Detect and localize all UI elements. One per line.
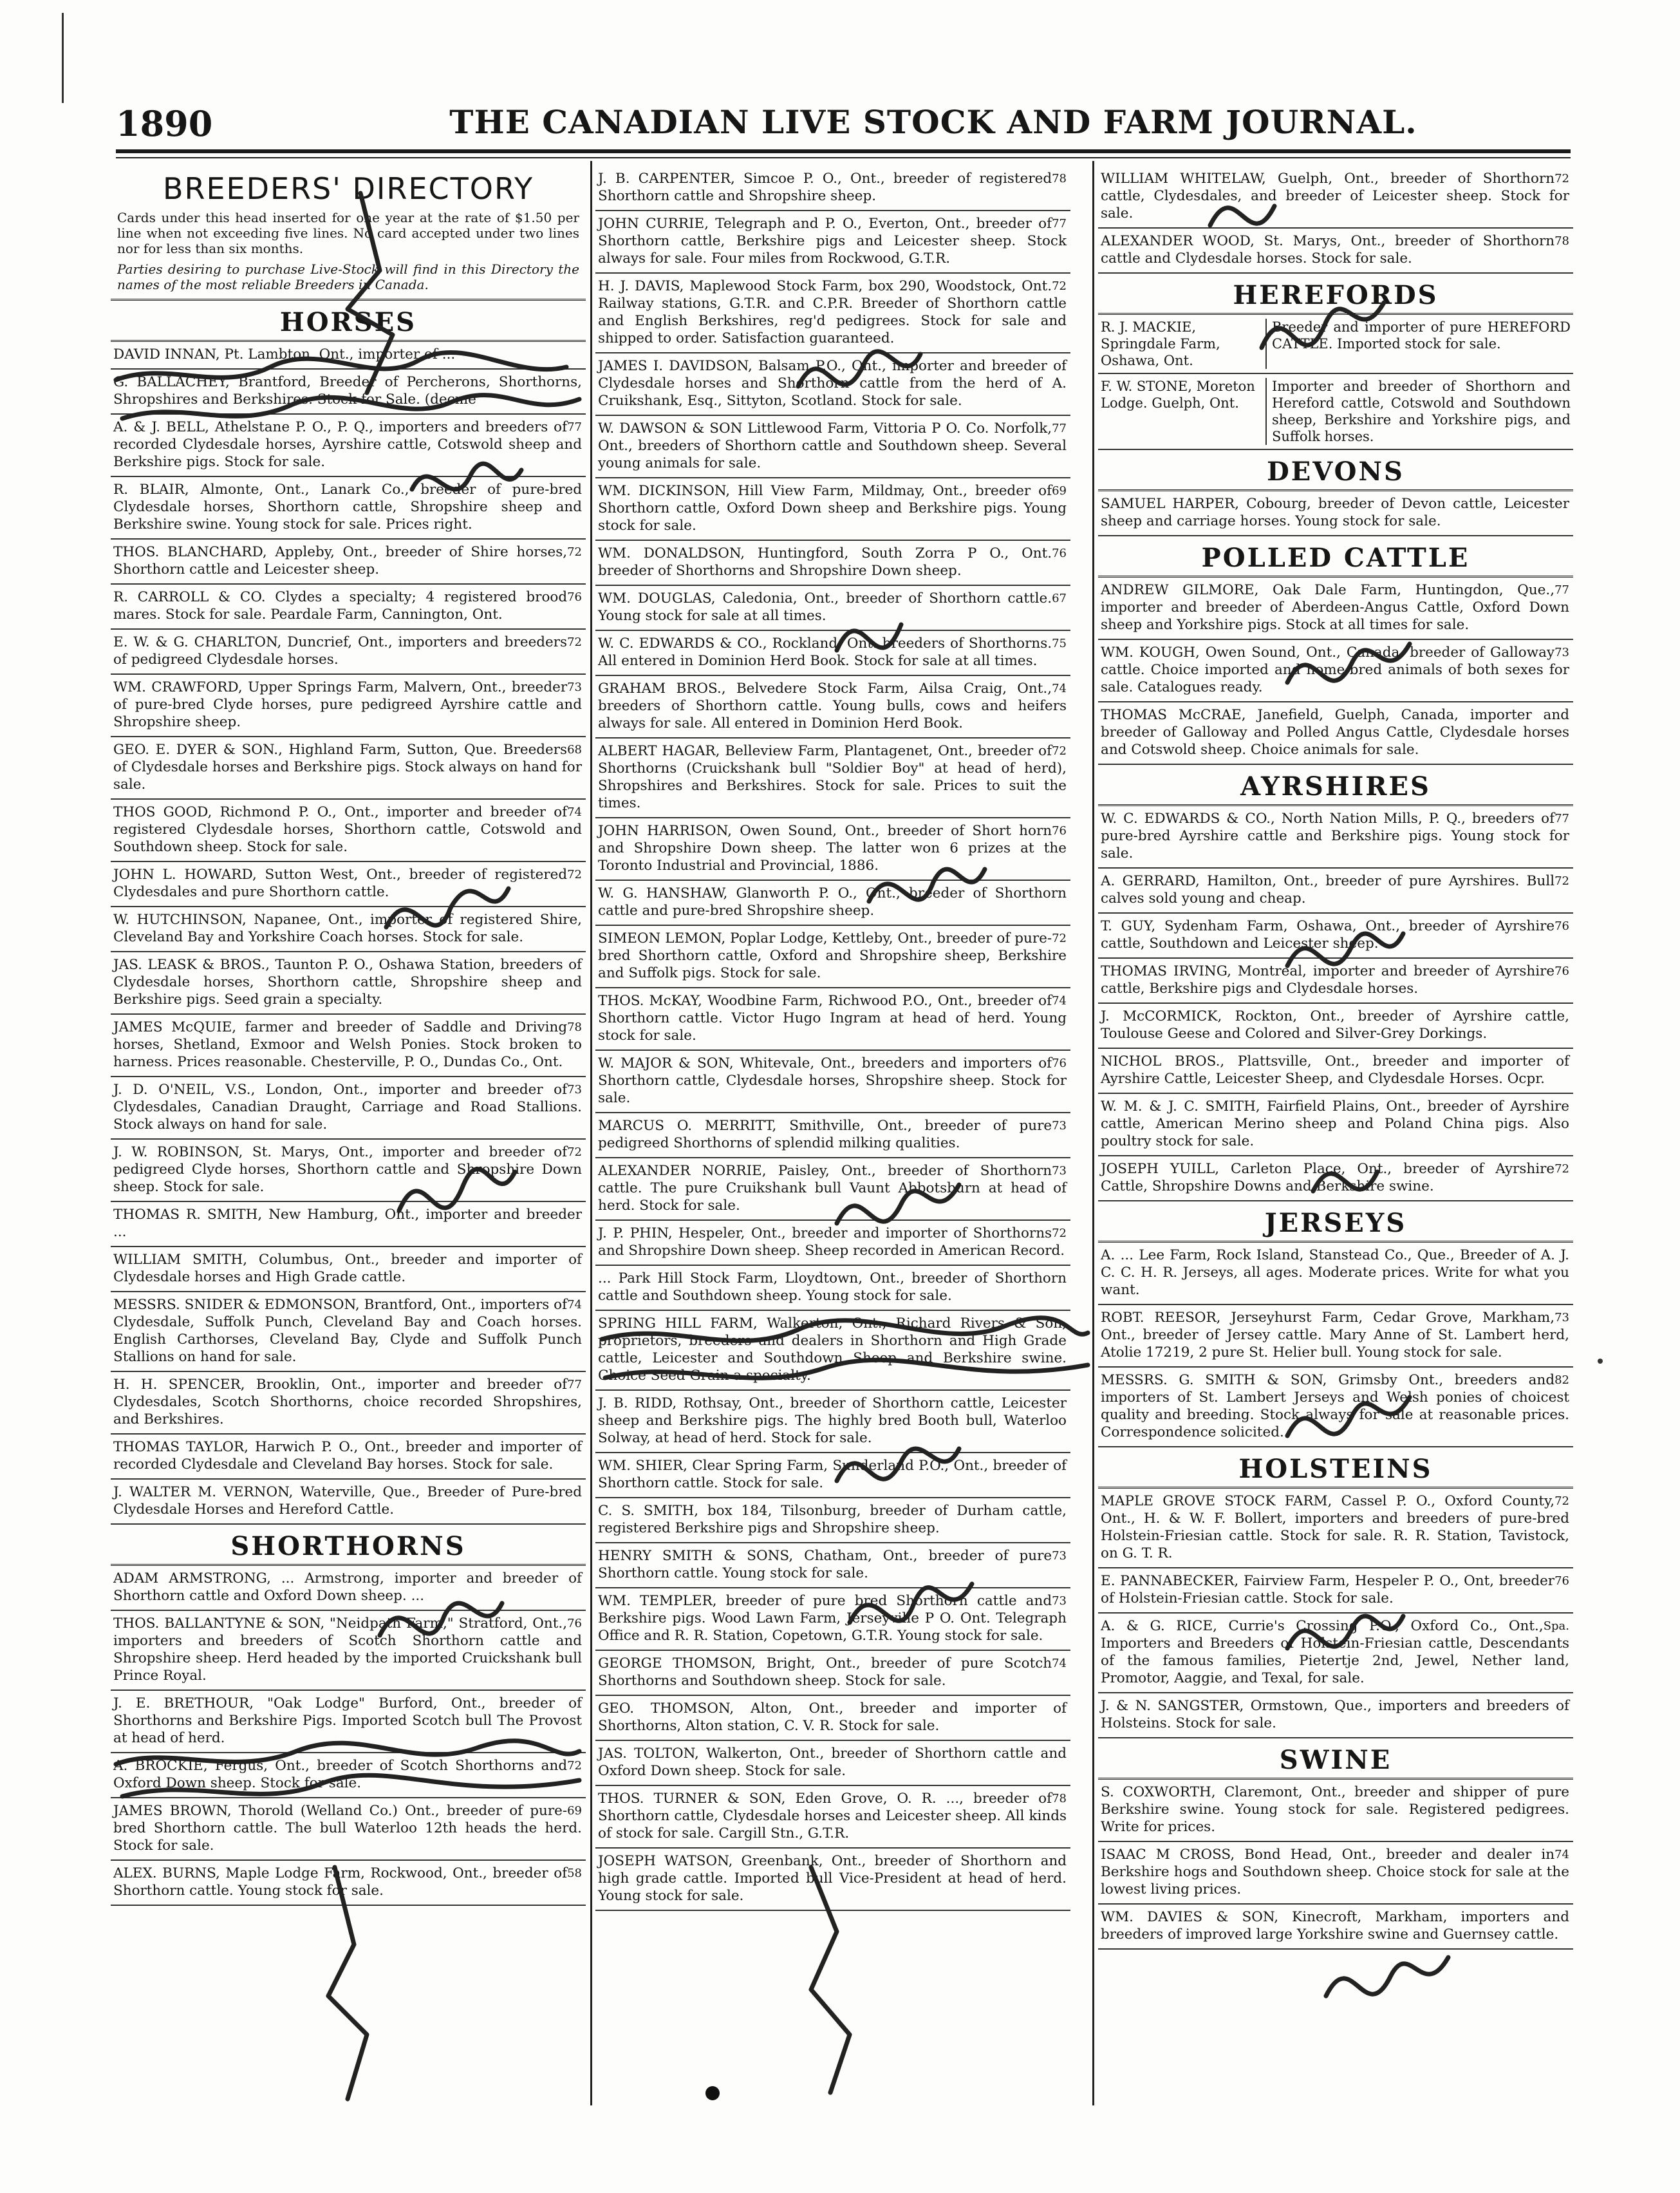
issue-number: 76 [1052,1057,1067,1070]
card-text: MAPLE GROVE STOCK FARM, Cassel P. O., Oxford County, Ont., H. & W. F. Bollert, importers and breeders of pure-bred Holstein-Friesian cattle. Stock for sale. R. R. Station, Tavistock, on G. T. R. [1101,1493,1569,1561]
card-text: GRAHAM BROS., Belvedere Stock Farm, Ailsa Craig, Ont., breeders of Shorthorn cattle. Young bulls, cows and heifers always for sale. All entered in Dominion Herd Book. [598,681,1067,731]
card-text: W. M. & J. C. SMITH, Fairfield Plains, Ont., breeder of Ayrshire cattle, American Merino sheep and Poland China pigs. Also poultry stock for sale. [1101,1098,1569,1149]
issue-number: 72 [567,545,582,559]
directory-card [1098,1693,1573,1738]
card-text: DAVID INNAN, Pt. Lambton, Ont., importer of ... [113,346,456,362]
directory-card [595,631,1070,676]
column-1 [111,166,586,2104]
card-text: C. S. SMITH, box 184, Tilsonburg, breeder of Durham cattle, registered Berkshire pigs and Shropshire sheep. [598,1503,1067,1536]
card-text: ISAAC M CROSS, Bond Head, Ont., breeder and dealer in Berkshire hogs and Southdown sheep. Choice stock for sale at the lowest living prices. [1101,1847,1569,1897]
card-text: JOSEPH WATSON, Greenbank, Ont., breeder of Shorthorn and high grade cattle. Imported bull Vice-President at head of herd. Young stock for sale. [598,1853,1067,1904]
issue-number: 72 [1554,1162,1569,1176]
card-text: A. BROCKIE, Fergus, Ont., breeder of Scotch Shorthorns and Oxford Down sheep. Stock for sale. [113,1758,568,1791]
card-text: JAMES I. DAVIDSON, Balsam P.O., Ont., importer and breeder of Clydesdale horses and Shorthorn cattle from the herd of A. Cruikshank, Esq., Sittyton, Scotland. Stock for sale. [598,358,1067,409]
card-text: JOSEPH YUILL, Carleton Place, Ont., breeder of Ayrshire Cattle, Shropshire Downs and Berkshire swine. [1101,1161,1555,1194]
card-text: MESSRS. SNIDER & EDMONSON, Brantford, Ont., importers of Clydesdale, Suffolk Punch, Cleveland Bay and Coach horses. English Carthorses, Cleveland Bay, Clyde and Suffolk Punch Stallions on hand for sale. [113,1297,582,1365]
issue-number: 69 [1052,484,1067,498]
column-3 [1098,166,1573,2104]
directory-card [595,1498,1070,1543]
card-text: THOS. BALLANTYNE & SON, "Neidpath Farm," Stratford, Ont., importers and breeders of Scotch Shorthorn cattle and Shropshire sheep. Herd headed by the imported Cruickshank bull Prince Royal. [113,1615,582,1684]
column-3-entries [1098,166,1573,1950]
issue-number: 58 [567,1867,582,1880]
directory-card [111,1798,586,1861]
card-text: S. COXWORTH, Claremont, Ont., breeder and shipper of pure Berkshire swine. Young stock for sale. Registered pedigrees. Write for prices. [1101,1784,1569,1835]
directory-card [1098,166,1573,229]
card-text: WM. DAVIES & SON, Kinecroft, Markham, importers and breeders of improved large Yorkshire swine and Guernsey cattle. [1101,1909,1569,1943]
issue-number: 72 [1554,874,1569,888]
issue-number: 74 [1052,1657,1067,1670]
card-text: A. & G. RICE, Currie's Crossing P.O., Oxford Co., Ont., Importers and Breeders of Holstein-Friesian cattle, Descendants of the famous families, Pietertje 2nd, Jewel, Nether land, Promotor, Aaggie, and Texal, for sale. [1101,1618,1569,1686]
issue-number: 77 [1052,217,1067,231]
card-text: J. E. BRETHOUR, "Oak Lodge" Burford, Ont., breeder of Shorthorns and Berkshire Pigs. Imported Scotch bull The Provost at head of herd. [113,1695,582,1746]
issue-number: 68 [567,743,582,757]
directory-card [595,166,1070,211]
card-text: MARCUS O. MERRITT, Smithville, Ont., breeder of pure pedigreed Shorthorns of splendid milking qualities. [598,1118,1052,1151]
ink-blot [705,2086,720,2100]
directory-card [1098,229,1573,274]
directory-card [111,1435,586,1480]
directory-card [595,988,1070,1051]
card-text: SPRING HILL FARM, Walkerton, Ont., Richard Rivers & Son, proprietors, breeders and dealers in Shorthorn and High Grade cattle, Leicester and Southdown Sheep and Berkshire swine. Choice Seed Grain a specialty. [598,1315,1067,1384]
directory-card [1098,1094,1573,1156]
card-text: JOHN L. HOWARD, Sutton West, Ont., breeder of registered Clydesdales and pure Shorthorn cattle. [113,867,568,900]
card-text: ROBT. REESOR, Jerseyhurst Farm, Cedar Grove, Markham, Ont., breeder of Jersey cattle. Mary Anne of St. Lambert herd, Atolie 17219, 2 pure St. Helier bull. Young stock for sale. [1101,1310,1569,1360]
issue-number: 73 [1052,1119,1067,1133]
issue-number: 72 [1052,932,1067,945]
issue-number: 73 [567,681,582,694]
directory-card [111,737,586,800]
card-text: NICHOL BROS., Plattsville, Ont., breeder and importer of Ayrshire Cattle, Leicester Sheep, and Clydesdale Horses. Ocpr. [1101,1053,1569,1087]
column-2-entries [595,166,1070,1911]
issue-number: 74 [567,1298,582,1312]
issue-number: 73 [1052,1164,1067,1178]
directory-card [111,370,586,415]
directory-card [111,1140,586,1202]
directory-card [111,630,586,675]
directory-card [1098,1004,1573,1049]
directory-card [1098,1368,1573,1447]
card-text: THOS. BLANCHARD, Appleby, Ont., breeder of Shire horses, Shorthorn cattle and Leicester sheep. [113,544,568,578]
directory-card [111,1292,586,1372]
directory-card [1098,806,1573,869]
directory-card [111,342,586,370]
issue-number: 74 [1554,1848,1569,1861]
card-text: ALEX. BURNS, Maple Lodge Farm, Rockwood, Ont., breeder of Shorthorn cattle. Young stock for sale. [113,1865,568,1899]
card-text: ALBERT HAGAR, Belleview Farm, Plantagenet, Ont., breeder of Shorthorns (Cruickshank bull "Soldier Boy" at head of herd), Shropshires and Berkshires. Stock for sale. Prices to suit the times. [598,743,1067,811]
issue-number: 72 [567,1759,582,1773]
card-text: THOS GOOD, Richmond P. O., Ont., importer and breeder of registered Clydesdale horses, Shorthorn cattle, Cotswold and Southdown sheep. Stock for sale. [113,804,582,855]
directory-notice: Parties desiring to purchase Live-Stock will find in this Directory the names of the most reliable Breeders in Canada. [111,260,586,301]
directory-card [111,540,586,585]
issue-number: 76 [567,1617,582,1630]
directory-card [111,1753,586,1798]
directory-card [111,800,586,862]
issue-number: 72 [1554,1494,1569,1508]
issue-number: 78 [1052,1792,1067,1805]
directory-card [111,952,586,1015]
issue-number: 73 [567,1083,582,1096]
card-text: J. P. PHIN, Hespeler, Ont., breeder and importer of Shorthorns and Shropshire Down sheep. Sheep recorded in American Record. [598,1225,1065,1259]
card-text: ADAM ARMSTRONG, ... Armstrong, importer and breeder of Shorthorn cattle and Oxford Down sheep. ... [113,1570,582,1604]
card-text: A. ... Lee Farm, Rock Island, Stanstead Co., Que., Breeder of A. J. C. C. H. R. Jerseys, all ages. Moderate prices. Write for what you want. [1101,1247,1569,1298]
card-text: THOS. TURNER & SON, Eden Grove, O. R. ..., breeder of Shorthorn cattle, Clydesdale horses and Leicester sheep. All kinds of stock for sale. Cargill Stn., G.T.R. [598,1791,1067,1841]
issue-number: 82 [1554,1373,1569,1387]
issue-number: 77 [567,420,582,434]
section-heading: POLLED CATTLE [1098,536,1573,578]
section-heading: SHORTHORNS [111,1525,586,1566]
directory-card [111,1480,586,1525]
card-text: THOMAS IRVING, Montreal, importer and breeder of Ayrshire cattle, Berkshire pigs and Clydesdale horses. [1101,963,1555,997]
section-heading: AYRSHIRES [1098,765,1573,806]
directory-card [595,1588,1070,1651]
directory-card [595,739,1070,818]
directory-card [1098,1905,1573,1950]
directory-card [595,211,1070,274]
directory-card [595,1741,1070,1786]
directory-card [595,818,1070,881]
margin-pencil-line [62,13,64,103]
directory-card [1098,1614,1573,1693]
page-header [116,103,1571,152]
directory-card [595,478,1070,541]
card-text: A. GERRARD, Hamilton, Ont., breeder of pure Ayrshires. Bull calves sold young and cheap. [1101,873,1555,907]
issue-number: 72 [1052,1227,1067,1240]
card-text: MESSRS. G. SMITH & SON, Grimsby Ont., breeders and importers of St. Lambert Jerseys and Welsh ponies of choicest quality and breeding. Stock always for sale at reasonable prices. Correspondence solicited. [1101,1372,1569,1440]
card-text: J. D. O'NEIL, V.S., London, Ont., importer and breeder of Clydesdales, Canadian Draught, Carriage and Road Stallions. Stock always on hand for sale. [113,1082,582,1133]
directory-card [1098,640,1573,702]
directory-card [595,676,1070,739]
issue-number: 76 [1554,1574,1569,1588]
column-divider [1092,161,1094,2105]
card-text: W. DAWSON & SON Littlewood Farm, Vittoria P O. Co. Norfolk, Ont., breeders of Shorthorn cattle and Southdown sheep. Several young animals for sale. [598,420,1067,471]
section-heading: JERSEYS [1098,1201,1573,1243]
directory-card [595,1651,1070,1696]
issue-number: 76 [1052,824,1067,838]
card-text: J. McCORMICK, Rockton, Ont., breeder of Ayrshire cattle, Toulouse Geese and Colored and Silver-Grey Dorkings. [1101,1008,1569,1042]
column-divider [590,161,592,2105]
card-text: GEO. E. DYER & SON., Highland Farm, Sutton, Que. Breeders of Clydesdale horses and Berkshire pigs. Stock always on hand for sale. [113,742,582,793]
issue-number: 75 [1052,637,1067,650]
card-text: HENRY SMITH & SONS, Chatham, Ont., breeder of pure Shorthorn cattle. Young stock for sale. [598,1548,1052,1581]
directory-card [595,881,1070,926]
directory-card [1098,1156,1573,1201]
directory-card [1098,959,1573,1004]
directory-card [595,1453,1070,1498]
section-heading: SWINE [1098,1738,1573,1780]
card-text: GEO. THOMSON, Alton, Ont., breeder and importer of Shorthorns, Alton station, C. V. R. Stock for sale. [598,1700,1067,1734]
section-heading: HOLSTEINS [1098,1447,1573,1489]
issue-number: 69 [567,1804,582,1818]
directory-card [111,585,586,630]
issue-number: 78 [567,1021,582,1034]
directory-card [1098,491,1573,536]
issue-number: 77 [1554,812,1569,825]
card-text: WM. KOUGH, Owen Sound, Ont., Canada, breeder of Galloway cattle. Choice imported and home-bred animals of both sexes for sale. Catalogues ready. [1101,645,1569,695]
card-text: ALEXANDER NORRIE, Paisley, Ont., breeder of Shorthorn cattle. The pure Cruikshank bull Vaunt Abbotsburn at head of herd. Stock for sale. [598,1163,1067,1214]
directory-card [1098,578,1573,640]
directory-card [595,1311,1070,1391]
issue-number: 74 [567,805,582,819]
card-text: J. B. CARPENTER, Simcoe P. O., Ont., breeder of registered Shorthorn cattle and Shropshire sheep. [598,171,1052,204]
card-text: WILLIAM SMITH, Columbus, Ont., breeder and importer of Clydesdale horses and High Grade cattle. [113,1252,582,1285]
issue-number: 77 [1554,583,1569,597]
card-text: JOHN HARRISON, Owen Sound, Ont., breeder of Short horn and Shropshire Down sheep. The latter won 6 prizes at the Toronto Industrial and Provincial, 1886. [598,823,1067,874]
directory-card [595,1221,1070,1266]
issue-number: 76 [1554,965,1569,978]
card-text: G. BALLACHEY, Brantford, Breeder of Percherons, Shorthorns, Shropshires and Berkshires. Stock for Sale. (decme [113,374,582,408]
directory-card [595,1849,1070,1911]
card-text: SIMEON LEMON, Poplar Lodge, Kettleby, Ont., breeder of pure-bred Shorthorn cattle, Oxford and Shropshire sheep, Berkshire and Suffolk pigs. Stock for sale. [598,930,1067,981]
card-text: W. G. HANSHAW, Glanworth P. O., Ont., breeder of Shorthorn cattle and pure-bred Shropshire sheep. [598,885,1067,919]
card-text: R. BLAIR, Almonte, Ont., Lanark Co., breeder of pure-bred Clydesdale horses, Shorthorn cattle, Shropshire sheep and Berkshire swine. Young stock for sale. Prices right. [113,482,582,532]
card-text: ALEXANDER WOOD, St. Marys, Ont., breeder of Shorthorn cattle and Clydesdale horses. Stock for sale. [1101,233,1555,267]
directory-card [595,926,1070,988]
directory-card [111,862,586,907]
issue-number: 72 [567,635,582,649]
directory-card [1098,374,1573,450]
card-name: R. J. MACKIE, Springdale Farm, Oshawa, Ont. [1101,319,1267,369]
card-text: J. & N. SANGSTER, Ormstown, Que., importers and breeders of Holsteins. Stock for sale. [1101,1698,1569,1731]
directory-card [1098,1489,1573,1568]
card-text: W. HUTCHINSON, Napanee, Ont., importer of registered Shire, Cleveland Bay and Yorkshire Coach horses. Stock for sale. [113,912,582,945]
directory-card [595,353,1070,416]
issue-number: 73 [1554,1311,1569,1324]
card-text: H. J. DAVIS, Maplewood Stock Farm, box 290, Woodstock, Ont. Railway stations, G.T.R. and C.P.R. Breeder of Shorthorn cattle and English Berkshires, reg'd pedigrees. Stock for sale and shipped to order. Satisfaction guaranteed. [598,278,1067,346]
directory-card [1098,1780,1573,1842]
issue-number: 78 [1052,172,1067,185]
directory-card [111,1202,586,1247]
directory-card [111,907,586,952]
card-text: H. H. SPENCER, Brooklin, Ont., importer and breeder of Clydesdales, Scotch Shorthorns, choice recorded Shropshires, and Berkshires. [113,1377,582,1427]
section-heading: HORSES [111,301,586,342]
header-rule [116,149,1571,153]
directory-card [595,1786,1070,1849]
issue-number: 77 [567,1378,582,1391]
issue-number: 73 [1052,1594,1067,1608]
card-text: JAMES McQUIE, farmer and breeder of Saddle and Driving horses, Shetland, Exmoor and Welsh Ponies. Stock broken to harness. Prices reasonable. Chesterville, P. O., Dundas Co., Ont. [113,1019,582,1070]
issue-number: 74 [1052,682,1067,695]
issue-number: 72 [1052,279,1067,293]
page-number: 1890 [116,103,213,144]
directory-card [1098,1568,1573,1614]
card-text: ... Park Hill Stock Farm, Lloydtown, Ont., breeder of Shorthorn cattle and Southdown sheep. Young stock for sale. [598,1270,1067,1304]
directory-card [1098,1305,1573,1368]
issue-number: Spa. [1543,1619,1569,1633]
directory-card [595,1391,1070,1453]
card-text: J. W. ROBINSON, St. Marys, Ont., importer and breeder of pedigreed Clyde horses, Shorthorn cattle and Shropshire Down sheep. Stock for sale. [113,1144,582,1195]
card-text: WILLIAM WHITELAW, Guelph, Ont., breeder of Shorthorn cattle, Clydesdales, and breeder of Leicester sheep. Stock for sale. [1101,171,1569,221]
issue-number: 67 [1052,592,1067,605]
issue-number: 72 [567,868,582,881]
card-text: E. PANNABECKER, Fairview Farm, Hespeler P. O., Ont, breeder of Holstein-Friesian cattle. Stock for sale. [1101,1573,1555,1606]
card-description: Importer and breeder of Shorthorn and Hereford cattle, Cotswold and Southdown sheep, Berkshire and Yorkshire pigs, and Suffolk horses. [1272,379,1571,444]
header-rule-thin [116,157,1571,158]
directory-card [111,1611,586,1691]
directory-card [595,1696,1070,1741]
section-heading: HEREFORDS [1098,274,1573,315]
directory-card [1098,1243,1573,1305]
card-text: SAMUEL HARPER, Cobourg, breeder of Devon cattle, Leicester sheep and carriage horses. Young stock for sale. [1101,496,1569,529]
directory-card [595,416,1070,478]
card-text: WM. TEMPLER, breeder of pure bred Shorthorn cattle and Berkshire pigs. Wood Lawn Farm, Jerseyville P O. Ont. Telegraph Office and R. R. Station, Copetown, G.T.R. Young stock for sale. [598,1593,1067,1644]
card-text: ANDREW GILMORE, Oak Dale Farm, Huntingdon, Que., importer and breeder of Aberdeen-Angus Cattle, Oxford Down sheep and Yorkshire pigs. Stock at all times for sale. [1101,582,1569,633]
directory-card [1098,914,1573,959]
card-text: JAS. LEASK & BROS., Taunton P. O., Oshawa Station, breeders of Clydesdale horses, Shorthorn cattle, Shropshire sheep and Berkshire pigs. Seed grain a specialty. [113,957,582,1008]
card-text: T. GUY, Sydenham Farm, Oshawa, Ont., breeder of Ayrshire cattle, Southdown and Leicester sheep. [1101,918,1555,952]
directory-card [595,1543,1070,1588]
directory-card [595,1158,1070,1221]
issue-number: 72 [1554,172,1569,185]
card-text: WM. DOUGLAS, Caledonia, Ont., breeder of Shorthorn cattle. Young stock for sale at all times. [598,590,1052,624]
issue-number: 73 [1554,646,1569,659]
card-text: R. CARROLL & CO. Clydes a specialty; 4 registered brood mares. Stock for sale. Peardale Farm, Cannington, Ont. [113,589,568,623]
card-text: WM. CRAWFORD, Upper Springs Farm, Malvern, Ont., breeder of pure-bred Clyde horses, pure pedigreed Ayrshire cattle and Shropshire sheep. [113,679,582,730]
card-text: J. WALTER M. VERNON, Waterville, Que., Breeder of Pure-bred Clydesdale Horses and Hereford Cattle. [113,1484,582,1518]
directory-card [595,1266,1070,1311]
card-text: JOHN CURRIE, Telegraph and P. O., Everton, Ont., breeder of Shorthorn cattle, Berkshire pigs and Leicester sheep. Stock always for sale. Four miles from Rockwood, G.T.R. [598,216,1067,267]
issue-number: 73 [1052,1549,1067,1563]
directory-card [111,1077,586,1140]
issue-number: 76 [567,590,582,604]
directory-card [1098,869,1573,914]
issue-number: 77 [1052,422,1067,435]
card-text: WM. DONALDSON, Huntingford, South Zorra P O., Ont. breeder of Shorthorns and Shropshire Down sheep. [598,545,1052,579]
directory-card [111,1247,586,1292]
directory-rates: Cards under this head inserted for one year at the rate of $1.50 per line when not exceeding five lines. No card accepted under two lines nor for less than six months. [117,210,579,256]
card-description: Breeder and importer of pure HEREFORD CATTLE. Imported stock for sale. [1272,319,1571,352]
card-text: JAS. TOLTON, Walkerton, Ont., breeder of Shorthorn cattle and Oxford Down sheep. Stock for sale. [598,1746,1067,1779]
card-text: WM. SHIER, Clear Spring Farm, Sunderland P.O., Ont., breeder of Shorthorn cattle. Stock for sale. [598,1458,1067,1491]
directory-card [1098,702,1573,765]
directory-card [1098,1049,1573,1094]
directory-card [595,274,1070,353]
section-heading: DEVONS [1098,450,1573,491]
card-text: THOS. McKAY, Woodbine Farm, Richwood P.O., Ont., breeder of Shorthorn cattle. Victor Hugo Ingram at head of herd. Young stock for sale. [598,993,1067,1044]
column-1-entries [111,301,586,1906]
card-text: WM. DICKINSON, Hill View Farm, Mildmay, Ont., breeder of Shorthorn cattle, Oxford Down sheep and Berkshire pigs. Young stock for sale. [598,483,1067,534]
card-text: THOMAS R. SMITH, New Hamburg, Ont., importer and breeder ... [113,1207,582,1240]
directory-card [111,415,586,477]
directory-card [111,1691,586,1753]
directory-card [595,586,1070,631]
directory-card [111,675,586,737]
issue-number: 72 [1052,744,1067,758]
directory-card [595,541,1070,586]
directory-card [1098,1842,1573,1905]
directory-card [111,477,586,540]
directory-card [111,1566,586,1611]
column-2 [595,166,1070,2104]
directory-card [595,1113,1070,1158]
journal-title: THE CANADIAN LIVE STOCK AND FARM JOURNAL. [449,103,1417,141]
ink-speck [1598,1359,1603,1364]
issue-number: 76 [1052,547,1067,560]
card-text: GEORGE THOMSON, Bright, Ont., breeder of pure Scotch Shorthorns and Southdown sheep. Stock for sale. [598,1655,1052,1689]
issue-number: 72 [567,1145,582,1159]
card-text: W. C. EDWARDS & CO., North Nation Mills, P. Q., breeders of pure-bred Ayrshire cattle and Berkshire pigs. Young stock for sale. [1101,811,1569,861]
card-text: W. C. EDWARDS & CO., Rockland, Ont. breeders of Shorthorns. All entered in Dominion Herd Book. Stock for sale at all times. [598,635,1052,669]
issue-number: 74 [1052,994,1067,1008]
card-name: F. W. STONE, Moreton Lodge. Guelph, Ont. [1101,378,1267,445]
directory-card [1098,315,1573,374]
issue-number: 78 [1554,234,1569,248]
issue-number: 76 [1554,919,1569,933]
directory-card [111,1861,586,1906]
card-text: E. W. & G. CHARLTON, Duncrief, Ont., importers and breeders of pedigreed Clydesdale horses. [113,634,568,668]
directory-title: BREEDERS' DIRECTORY [162,171,534,206]
card-text: JAMES BROWN, Thorold (Welland Co.) Ont., breeder of pure-bred Shorthorn cattle. The bull Waterloo 12th heads the herd. Stock for sale. [113,1803,582,1854]
directory-card [111,1372,586,1435]
card-text: THOMAS TAYLOR, Harwich P. O., Ont., breeder and importer of recorded Clydesdale and Cleveland Bay horses. Stock for sale. [113,1439,582,1473]
card-text: W. MAJOR & SON, Whitevale, Ont., breeders and importers of Shorthorn cattle, Clydesdale horses, Shropshire sheep. Stock for sale. [598,1055,1067,1106]
card-text: THOMAS McCRAE, Janefield, Guelph, Canada, importer and breeder of Galloway and Polled Angus Cattle, Clydesdale horses and Cotswold sheep. Choice animals for sale. [1101,707,1569,758]
card-text: A. & J. BELL, Athelstane P. O., P. Q., importers and breeders of recorded Clydesdale horses, Ayrshire cattle, Cotswold sheep and Berkshire pigs. Stock for sale. [113,419,582,470]
directory-card [595,1051,1070,1113]
card-text: J. B. RIDD, Rothsay, Ont., breeder of Shorthorn cattle, Leicester sheep and Berkshire pigs. The highly bred Booth bull, Waterloo Solway, at head of herd. Stock for sale. [598,1395,1067,1446]
directory-card [111,1015,586,1077]
